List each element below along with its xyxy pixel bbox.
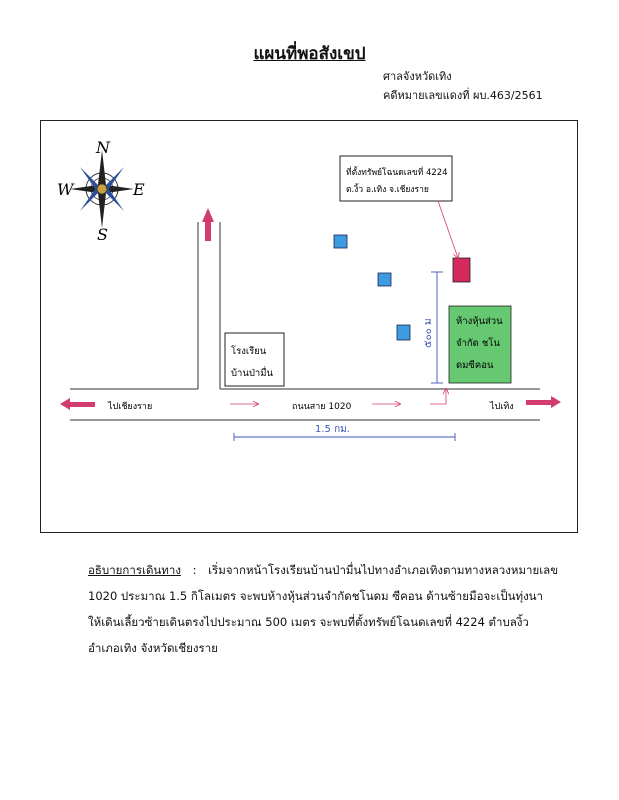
store-label-line2: จำกัด ชโน [456, 338, 500, 349]
house-marker [397, 325, 410, 340]
right-destination-label: ไปเทิง [490, 402, 514, 412]
compass-north: N [96, 138, 110, 157]
property-label-line1: ที่ตั้งทรัพย์โฉนดเลขที่ 4224 [346, 168, 448, 178]
right-arrow [526, 396, 561, 408]
route-turn-arrow [430, 389, 446, 404]
house-marker [378, 273, 391, 286]
description-line4: อำเภอเทิง จังหวัดเชียงราย [88, 641, 218, 655]
property-marker [453, 258, 470, 282]
description-line2: 1020 ประมาณ 1.5 กิโลเมตร จะพบห้างหุ้นส่วนจำกัดชโนดม ซีคอน ด้านซ้ายมือจะเป็นทุ่งนา [88, 589, 544, 603]
compass-south: S [97, 225, 108, 244]
compass-east: E [133, 180, 145, 199]
property-label-line2: ต.งิ้ว อ.เทิง จ.เชียงราย [346, 185, 429, 195]
page-title: แผนที่พอสังเขป [253, 44, 366, 64]
store-label-line1: ห้างหุ้นส่วน [456, 316, 503, 327]
school-label-line2: บ้านป่ามื่น [231, 368, 273, 379]
property-pointer-line [438, 201, 458, 258]
side-distance-label: ๕๐๐ ม [423, 318, 434, 348]
description-line3: ให้เดินเลี้ยวซ้ายเดินตรงไปประมาณ 500 เมตร จะพบที่ตั้งทรัพย์โฉนดเลขที่ 4224 ตำบลงิ้ว [88, 615, 529, 629]
description-separator: : [192, 563, 197, 577]
house-marker [334, 235, 347, 248]
road-label: ถนนสาย 1020 [292, 402, 352, 412]
north-direction-arrow [202, 208, 214, 241]
court-name: ศาลจังหวัดเทิง [383, 70, 452, 83]
school-label-line1: โรงเรียน [231, 346, 267, 357]
case-number: คดีหมายเลขแดงที่ ผบ.463/2561 [383, 89, 543, 102]
compass-west: W [57, 180, 74, 199]
road-distance-label: 1.5 กม. [315, 424, 350, 435]
left-destination-label: ไปเชียงราย [108, 402, 153, 412]
store-label-line3: ดมซีคอน [456, 360, 494, 371]
description-line1: เริ่มจากหน้าโรงเรียนบ้านป่ามื่นไปทางอำเภอเทิงตามทางหลวงหมายเลข [208, 563, 559, 577]
description-label: อธิบายการเดินทาง [88, 563, 181, 577]
compass-rose [57, 138, 145, 244]
travel-description [88, 557, 588, 661]
left-arrow [60, 398, 95, 410]
